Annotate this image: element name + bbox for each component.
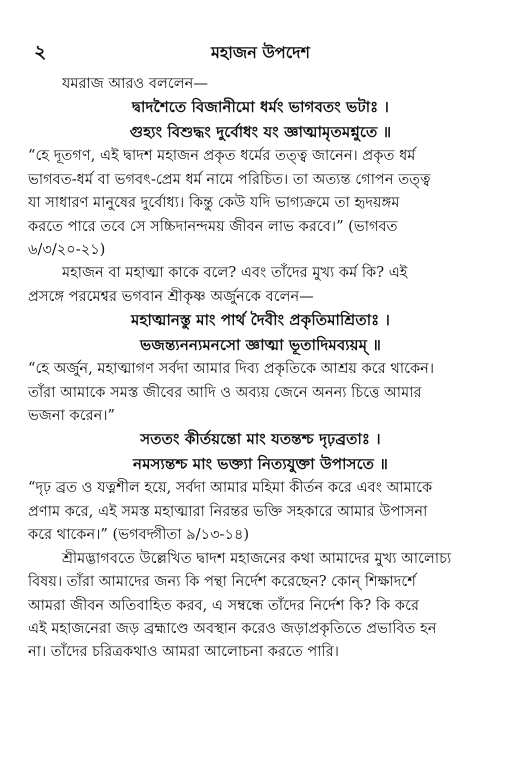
page-header [28,38,493,72]
verse-line: ভজন্ত্যনন্যমনসো জ্ঞাত্মা ভূতাদিমব্যয়ম্ ॥ [140,335,381,354]
paragraph-5 [28,547,493,664]
intro-line: যমরাজ আরও বললেন— [62,75,208,92]
text-line: বিষয়। তাঁরা আমাদের জন্য কি পন্থা নির্দেশ করেছেন? কোন্ শিক্ষাদর্শে [28,573,416,591]
verse-line: নমস্যন্তশ্চ মাং ভক্ত্যা নিত্যযুক্তা উপাসতে ॥ [133,454,388,473]
text-line: এই মহাজনেরা জড় ব্রহ্মাণ্ডে অবস্থান করেও জড়াপ্রকৃতিতে প্রভাবিত হন [28,619,437,637]
verse-1 [28,95,493,144]
text-line: ভজনা করেন।” [28,407,116,425]
text-line: প্রসঙ্গে পরমেশ্বর ভগবান শ্রীকৃষ্ণ অর্জুনকে বলেন— [28,287,314,305]
text-line: মহাজন বা মহাত্মা কাকে বলে? এবং তাঁদের মুখ্য কর্ম কি? এই [62,264,408,282]
verse-line: দ্বাদশৈতে বিজানীমো ধর্মং ভাগবতং ভটাঃ । [132,98,389,117]
text-line: করতে পারে তবে সে সচ্চিদানন্দময় জীবন লাভ করবে।” (ভাগবত [28,217,398,235]
verse-line: সততং কীর্তয়ন্তো মাং যতন্তশ্চ দৃঢ়ব্রতাঃ । [140,430,381,449]
text-line: আমরা জীবন অতিবাহিত করব, এ সম্বন্ধে তাঁদের নির্দেশ কি? কি করে [28,596,419,614]
paragraph-translation-3 [28,476,493,546]
verse-3 [28,427,493,476]
text-line: “হে দূতগণ, এই দ্বাদশ মহাজন প্রকৃত ধর্মের তত্ত্ব জানেন। প্রকৃত ধর্ম [28,147,416,165]
verse-2 [28,308,493,357]
page-content [28,72,493,664]
page-number: ২ [34,41,47,63]
text-line: “দৃঢ় ব্রত ও যত্নশীল হয়ে, সর্বদা আমার মহিমা কীর্তন করে এবং আমাকে [28,479,433,497]
text-line: ৬/৩/২০-২১) [28,241,106,259]
text-line: তাঁরা আমাকে সমস্ত জীবের আদি ও অব্যয় জেনে অনন্য চিত্তে আমার [28,383,422,401]
text-line: যা সাধারণ মানুষের দুর্বোধ্য। কিন্তু কেউ যদি ভাগ্যক্রমে তা হৃদয়ঙ্গম [28,194,400,212]
text-line: ভাগবত-ধর্ম বা ভগবৎ-প্রেম ধর্ম নামে পরিচিত। তা অত্যন্ত গোপন তত্ত্ব [28,170,431,188]
book-page [0,38,515,779]
verse-line: মহাত্মানস্তু মাং পার্থ দৈবীং প্রকৃতিমাশ্রিতাঃ । [131,311,390,330]
paragraph-translation-1 [28,144,493,261]
text-line: “হে অর্জুন, মহাত্মাগণ সর্বদা আমার দিব্য প্রকৃতিকে আশ্রয় করে থাকেন। [28,360,435,378]
text-line: না। তাঁদের চরিত্রকথাও আমরা আলোচনা করতে পারি। [28,643,339,661]
text-line: প্রণাম করে, এই সমস্ত মহাত্মারা নিরন্তর ভক্তি সহকারে আমার উপাসনা [28,502,428,520]
text-line: করে থাকেন।” (ভগবদ্গীতা ৯/১৩-১৪) [28,526,250,544]
running-head: মহাজন উপদেশ [211,43,310,62]
paragraph-2 [28,261,493,308]
verse-line: গুহ্যং বিশুদ্ধং দুর্বোধং যং জ্ঞাত্মামৃতমশ্নুতে ॥ [129,122,392,141]
paragraph-translation-2 [28,357,493,427]
text-line: শ্রীমদ্ভাগবতে উল্লেখিত দ্বাদশ মহাজনের কথা আমাদের মুখ্য আলোচ্য [62,549,452,567]
